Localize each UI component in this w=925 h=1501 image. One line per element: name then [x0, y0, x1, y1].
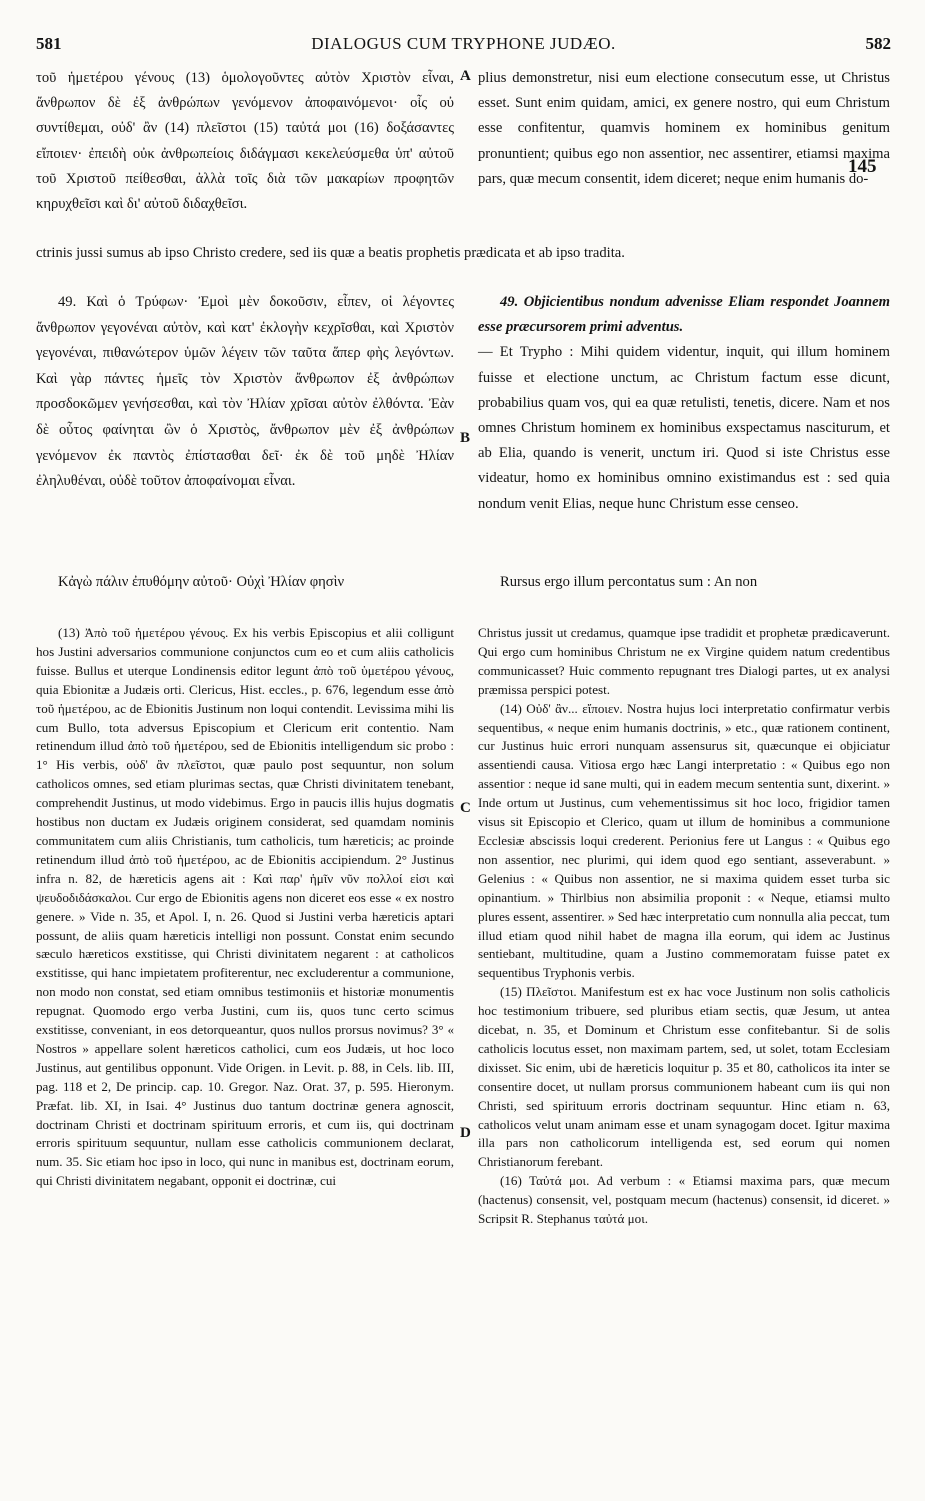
page-number-right: 582 [865, 34, 891, 53]
footnote-13-continued: Christus jussit ut credamus, quamque ipse tradidit et prophetæ prædicaverunt. Qui ergo cum hominibus Christum ne ex Virgine quidem natum credentibus communicasset? Huic commento repugnant tres Dialogi partes, ut ex analysi præmissa perspici potest. [478, 625, 890, 697]
latin-continuation: Rursus ergo illum percontatus sum : An non [500, 574, 758, 590]
footnote-15: (15) Πλεῖστοι. Manifestum est ex hac voce Justinum non solis catholicis hoc testimonium tribuere, sed pluribus etiam sectis, quæ Jesum, ut antea dicebat, n. 35, et Dominum et Christum esse confitebantur. Si de solis catholicis locutus esset, non maximam partem, sed, ut solet, totam Ecclesiam dixisset. Sic enim, ubi de hæreticis loquitur p. 35 et 80, catholicos ita inter se consentire docet, ut nullam prorsus communionem habeant cum iis qui non Christi, sed spirituum erroris doctrinam sequuntur. Hinc etiam n. 63, catholicos velut unam animam esse et unam synagogam docet. Igitur maxima illa pars non catholicorum intelligenda est, sed eorum qui nomen Christianorum ferebant. [478, 984, 890, 1170]
footnote-14: (14) Οὐδ' ἂν... εἴποιεν. Nostra hujus loci interpretatio confirmatur verbis sequentibus, « neque enim humanis doctrinis, » etc., quæ rationem continent, cur Justinus huic errori nunquam assensurus sit, quæcunque ei objiciatur assentiendi causa. Vitiosa ergo hæc Langi interpretatio : « Quibus ego non assentior : neque id sane multi, qui in eadem mecum sententia sunt, dixerint. » Inde ortum ut Justinus, cum vehementissimus sit hoc loco, frigidior tamen visus sit Episcopio et Clerico, quam ut illum de hominibus a communione Ecclesiæ abscissis loqui crederent. Perionius fere ut Langus : « Quibus ego non assentior, nec plurimi, qui idem quod ego sentiant, asseverabunt. » Gelenius : « Quibus non assentior, ne si maxima quidem esset turba sic opinantium. » Thirlbius non absimilia proponit : « Neque, etiamsi multo plures essent, assentirer. » Sed hæc interpretatio cum nonnulla alia peccat, tum illud etiam quod nihil habet de magna illa eorum, qui idem ac Justinus sentiebant, multitudine, quam a Justino commemoratam fuisse patet ex sequentibus Tryphonis verbis. [478, 700, 890, 981]
running-title: DIALOGUS CUM TRYPHONE JUDÆO. [311, 34, 616, 53]
margin-marker-b: B [460, 430, 471, 446]
footnote-13: (13) Ἀπὸ τοῦ ἡμετέρου γένους. Ex his verbis Episcopius et alii colligunt hos Justini adversarios communione conjunctos cum eo et cum aliis catholicis fuisse. Bullus et uterque Londinensis editor legunt ἀπὸ τοῦ ὑμετέρου γένους, quia Ebionitæ a Judæis orti. Clericus, Hist. eccles., p. 676, legendum esse ἀπὸ τοῦ ἡμετέρου, ac de Ebionitis Justinum non loqui contendit. Levissima mihi lis cum Bullo, tota adversus Episcopium et Clericum erit contentio. Nam retinendum illud ἀπὸ τοῦ ἡμετέρου, sed de Ebionitis intelligendum sic probo : 1° His verbis, οὐδ' ἂν πλεῖστοι, quæ paulo post sequuntur, non solum catholicos omnes, sed etiam plurimas sectas, quæ Christi divinitatem tenebant, comprehendit Justinus, ut modo videbimus. Ergo in paucis illis hujus dogmatis hostibus non ductam ex Judæis originem considerat, sed quamdam nominis communitatem cum aliis Christianis, tum catholicis, tum hæreticis; ac proinde retinendum illud ἀπὸ τοῦ ἡμετέρου, ac de Ebionitis accipiendum. 2° Justinus infra n. 82, de hæreticis agens ait : Καὶ παρ' ἡμῖν νῦν πολλοί εἰσι καὶ ψευδοδιδάσκαλοι. Cur ergo de Ebionitis agens non diceret eos esse « ex nostro genere. » Vide n. 35, et Apol. I, n. 26. Quod si Justini verba hæreticis aptari possunt, de aliis quam hæreticis intelligi non possunt. Constat enim secundo sæculo hæreticos exstitisse, qui Christi divinitatem negarent : at catholicos exstitisse, qui hanc impietatem profiterentur, nec excluderentur a communione, non modo non constat, sed etiam omnibus testimoniis et historiæ monumentis repugnat. Quomodo ergo verba Justini, cum iis, quos tunc certo scimus exstitisse, conveniant, in eos detorqueantur, quos nullos prorsus novimus? 3° « Nostros » appellare solent hæreticos catholici, cum eos Judæis, ut hoc loco Justinus, aut gentilibus opponunt. Vide Origen. in Levit. p. 88, in Cels. lib. III, pag. 118 et 2, De princip. cap. 10. Gregor. Naz. Orat. 37, p. 595. Hieronym. Præfat. lib. XI, in Isai. 4° Justinus duo tantum doctrinæ genera agnoscit, doctrinam Christi et doctrinam spirituum erroris, et cum iis, qui doctrinam erroris spirituum sequuntur, nullam esse catholicis communionem declarat, num. 35. Sic etiam hoc ipso in loco, qui nunc in manibus est, doctrinam eorum, qui Christi divinitatem negabant, opponit ei doctrinæ, cui [36, 625, 454, 1189]
section-49-latin [478, 290, 890, 517]
margin-marker-d: D [460, 1125, 471, 1141]
margin-marker-a: A [460, 68, 471, 84]
footnotes-left [36, 624, 454, 1191]
section-49-greek [36, 290, 454, 495]
greek-text-top: τοῦ ἡμετέρου γένους (13) ὁμολογοῦντες αὐτὸν Χριστὸν εἶναι, ἄνθρωπον δὲ ἐξ ἀνθρώπων γενόμενον ἀποφαινόμενοι· οἷς οὐ συντίθεμαι, οὐδ' ἂν (14) πλεῖστοι (15) ταὐτά μοι (16) δοξάσαντες εἴποιεν· ἐπειδὴ οὐκ ἀνθρωπείοις διδάγμασι κεκελεύσμεθα ὑπ' αὐτοῦ τοῦ Χριστοῦ πείθεσθαι, ἀλλὰ τοῖς διὰ τῶν μακαρίων προφητῶν κηρυχθεῖσι καὶ δι' αὐτοῦ διδαχθεῖσι. [36, 70, 454, 213]
page-number-left: 581 [36, 34, 62, 53]
bridge-line: ctrinis jussi sumus ab ipso Christo credere, sed iis quæ a beatis prophetis prædicata et ab ipso tradita. [36, 245, 625, 261]
section-49-greek-text: 49. Καὶ ὁ Τρύφων· Ἐμοὶ μὲν δοκοῦσιν, εἶπεν, οἱ λέγοντες ἄνθρωπον γεγονέναι αὐτὸν, καὶ κατ' ἐκλογὴν κεχρῖσθαι, καὶ Χριστὸν γεγονέναι, πιθανώτερον ὑμῶν λέγειν τῶν ταῦτα ἅπερ φὴς λεγόντων. Καὶ γὰρ πάντες ἡμεῖς τὸν Χριστὸν ἄνθρωπον ἐξ ἀνθρώπων προσδοκῶμεν γενήσεσθαι, καὶ τὸν Ἠλίαν χρῖσαι αὐτὸν ἐλθόντα. Ἐὰν δὲ οὗτος φαίνηται ὢν ὁ Χριστὸς, ἄνθρωπον μὲν ἐξ ἀνθρώπων γενόμενον ἐκ παντὸς ἐπίστασθαι δεῖ· ἐκ δὲ τοῦ μηδὲ Ἠλίαν ἐληλυθέναι, οὐδὲ τοῦτον ἀποφαίνομαι εἶναι. [36, 294, 454, 490]
section-49-latin-text: — Et Trypho : Mihi quidem videntur, inquit, qui illum hominem fuisse et electione unctum, ac Christum factum esse dicunt, probabilius quam vos, qui ea quæ retulisti, tenetis, dicere. Nam et nos omnes Christum hominem ex hominibus exspectamus nasciturum, et ab Elia, quando is venerit, unctum iri. Quod si iste Christus esse videatur, homo ex hominibus omnino existimandus est : sed quia nondum venit Elias, neque hunc Christum esse censeo. [478, 344, 890, 512]
margin-marker-c: C [460, 800, 471, 816]
footnote-16: (16) Ταὐτά μοι. Ad verbum : « Etiamsi maxima pars, quæ mecum (hactenus) consensit, vel, postquam mecum (hactenus) consensit, id diceret. » Scripsit R. Stephanus ταὐτά μοι. [478, 1173, 890, 1227]
greek-continuation: Κἀγὼ πάλιν ἐπυθόμην αὐτοῦ· Οὐχὶ Ἠλίαν φησὶν [58, 574, 345, 590]
latin-column-top [478, 66, 890, 192]
greek-column-top [36, 66, 454, 217]
inline-page-number: 145 [848, 156, 877, 177]
section-49-rubric: 49. Objicientibus nondum advenisse Eliam respondet Joannem esse præcursorem primi adventus. [478, 294, 890, 336]
page-header [36, 34, 891, 58]
latin-text-top: plius demonstretur, nisi eum electione consecutum esse, ut Christus esset. Sunt enim quidam, amici, ex genere nostro, qui eum Christum esse confitentur, quamvis hominem ex hominibus genitum pronuntient; quibus ego non assentior, nec assentirer, etiamsi maxima pars, quæ mecum consentit, idem diceret; neque enim humanis do- [478, 70, 890, 187]
footnotes-right [478, 624, 890, 1229]
